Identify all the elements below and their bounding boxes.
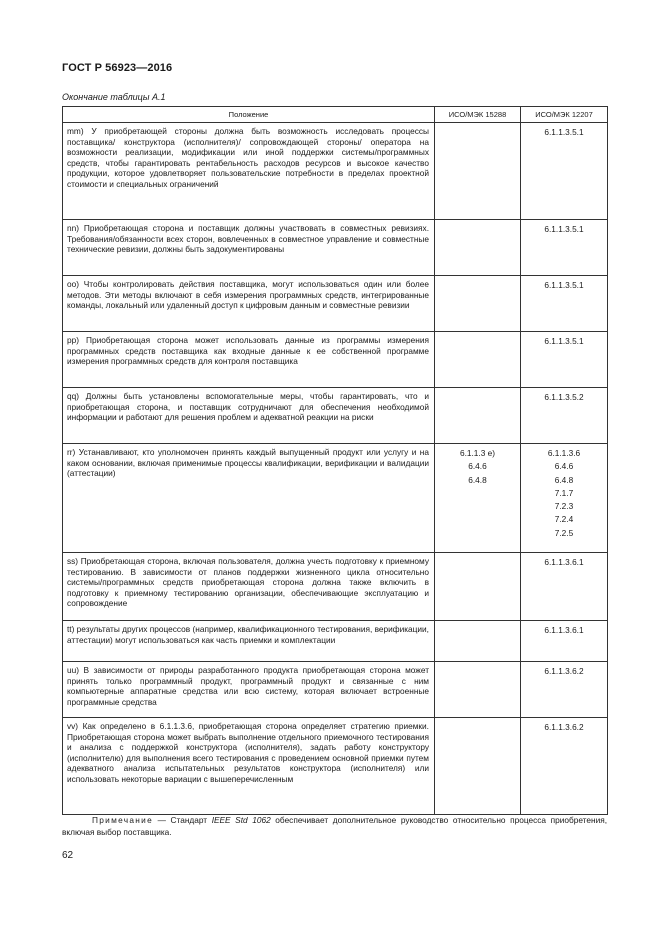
iso12207-ref-cell xyxy=(521,662,608,718)
table-row xyxy=(63,276,608,332)
table-row xyxy=(63,332,608,388)
table-row xyxy=(63,718,608,815)
provision-cell: uu) В зависимости от природы разработанного продукта приобретающая сторона может принять только программный продукт, программный продукт и связанные с ним компьютерные аппаратные средства или всю систему, которая включает встроенные программные средства xyxy=(63,662,435,718)
table-row xyxy=(63,662,608,718)
iso15288-ref: 6.4.6 xyxy=(468,461,487,472)
iso15288-ref-cell xyxy=(435,718,521,815)
iso12207-ref: 6.1.1.3.6 xyxy=(547,448,581,458)
iso15288-ref-cell xyxy=(435,444,521,553)
iso12207-ref: 7.1.7 xyxy=(554,487,574,498)
iso12207-ref-cell xyxy=(521,123,608,220)
iso12207-ref-cell xyxy=(521,388,608,444)
iso15288-ref-cell xyxy=(435,662,521,718)
table-row xyxy=(63,220,608,276)
provision-cell: tt) результаты других процессов (например, квалификационного тестирования, верификации, аттестации) могут использоваться как часть приемки и комплектации xyxy=(63,621,435,662)
page-number: 62 xyxy=(62,850,74,861)
table-body xyxy=(63,123,608,815)
iso12207-ref: 6.1.1.3.6.2 xyxy=(544,666,584,676)
provision-cell: oo) Чтобы контролировать действия поставщика, могут использоваться один или более методов. Эти методы включают в себя измерения программных средств, интегрированные команды, локальный или удаленный доступ к цифровым данным и совместные ревизии xyxy=(63,276,435,332)
note-label: Примечание xyxy=(92,815,154,825)
iso15288-ref: 6.1.1.3 e) xyxy=(459,448,496,458)
iso12207-ref: 6.1.1.3.5.1 xyxy=(544,336,584,346)
iso12207-ref: 7.2.5 xyxy=(554,527,574,538)
table-header-row xyxy=(63,107,608,123)
iso15288-ref-cell xyxy=(435,332,521,388)
provision-cell: qq) Должны быть установлены вспомогательные меры, чтобы гарантировать, что и приобретающая сторона, и поставщик сотрудничают для обеспечения необходимой информации и работают для решения проблем и адекватной реакции на риски xyxy=(63,388,435,444)
iso12207-ref: 7.2.3 xyxy=(554,501,574,512)
iso15288-ref-cell xyxy=(435,553,521,621)
iso12207-ref-cell xyxy=(521,718,608,815)
provision-cell: pp) Приобретающая сторона может использовать данные из программы измерения программных средств поставщика как входные данные к ее собственной программе измерения программных средств для контроля поставщика xyxy=(63,332,435,388)
provision-cell: rr) Устанавливают, кто уполномочен принять каждый выпущенный продукт или услугу и на каком основании, включая применимые процессы квалификации, верификации и валидации (аттестации) xyxy=(63,444,435,553)
iso15288-ref-cell xyxy=(435,276,521,332)
iso12207-ref-cell xyxy=(521,276,608,332)
provision-cell: vv) Как определено в 6.1.1.3.6, приобретающая сторона определяет стратегию приемки. Приобретающая сторона может выбрать выполнение отдельного приемочного тестирования и анализа с поддержкой конструктора (исполнителя), задать работу конструктору (исполнителю) для выполнения всего тестирования с проведением основной приемки путем адекватного анализа испытательных результатов конструктора (исполнителя) или использовать некоторые вариации с вышеперечисленным xyxy=(63,718,435,815)
table-row xyxy=(63,553,608,621)
iso12207-ref: 6.1.1.3.5.1 xyxy=(544,280,584,290)
iso12207-ref: 6.1.1.3.5.2 xyxy=(544,392,584,402)
iso12207-ref: 6.1.1.3.5.1 xyxy=(544,127,584,137)
table-row xyxy=(63,123,608,220)
note-dash: — Стандарт xyxy=(153,815,212,825)
table-caption: Окончание таблицы А.1 xyxy=(62,92,166,102)
iso12207-ref-cell xyxy=(521,332,608,388)
iso12207-ref: 7.2.4 xyxy=(554,514,574,525)
iso15288-ref-cell xyxy=(435,388,521,444)
iso12207-ref: 6.1.1.3.6.1 xyxy=(544,557,584,567)
document-header: ГОСТ Р 56923—2016 xyxy=(62,62,173,74)
iso12207-ref: 6.1.1.3.5.1 xyxy=(544,224,584,234)
iso12207-ref: 6.1.1.3.6.2 xyxy=(544,722,584,732)
provision-cell: mm) У приобретающей стороны должна быть возможность исследовать процессы поставщика/ конструктора (исполнителя)/ сопровождающей стороны/ оператора на возможности реализации, модификации или иной поддержки системы/программных средств, чтобы гарантировать рентабельность расходов ресурсов и высокое качество продукции, которое удовлетворяет пользовательские потребности в пределах проектной стоимости и специальных ограничений xyxy=(63,123,435,220)
provision-cell: nn) Приобретающая сторона и поставщик должны участвовать в совместных ревизиях. Требования/обязанности всех сторон, вовлеченных в совместное управление и совместные технические ревизии, должны быть задокументированы xyxy=(63,220,435,276)
table-row xyxy=(63,388,608,444)
iso15288-ref-cell xyxy=(435,220,521,276)
column-header-iso12207: ИСО/МЭК 12207 xyxy=(521,107,608,123)
note-text: обеспечивает дополнительное руководство относительно процесса приобретения, включая выбор поставщика. xyxy=(62,815,607,837)
column-header-provision: Положение xyxy=(63,107,435,123)
table-note xyxy=(62,815,607,838)
note-standard-ref: IEEE Std 1062 xyxy=(211,815,271,825)
iso12207-ref-cell xyxy=(521,553,608,621)
iso12207-ref-cell xyxy=(521,621,608,662)
table-row xyxy=(63,621,608,662)
iso15288-ref: 6.4.8 xyxy=(468,474,487,485)
iso15288-ref-cell xyxy=(435,621,521,662)
iso15288-ref-cell xyxy=(435,123,521,220)
iso12207-ref: 6.1.1.3.6.1 xyxy=(544,625,584,635)
provision-cell: ss) Приобретающая сторона, включая пользователя, должна учесть подготовку к приемному тестированию. В зависимости от планов поддержки жизненного цикла относительно системы/программных средств приобретающая сторона должна также включить в подготовку к приемному тестированию организации, обеспечивающие эксплуатацию и сопровождение xyxy=(63,553,435,621)
iso12207-ref: 6.4.8 xyxy=(554,474,574,485)
column-header-iso15288: ИСО/МЭК 15288 xyxy=(435,107,521,123)
iso12207-ref-cell xyxy=(521,220,608,276)
requirements-table xyxy=(62,106,608,815)
table-row xyxy=(63,444,608,553)
iso12207-ref: 6.4.6 xyxy=(554,461,574,472)
iso12207-ref-cell xyxy=(521,444,608,553)
